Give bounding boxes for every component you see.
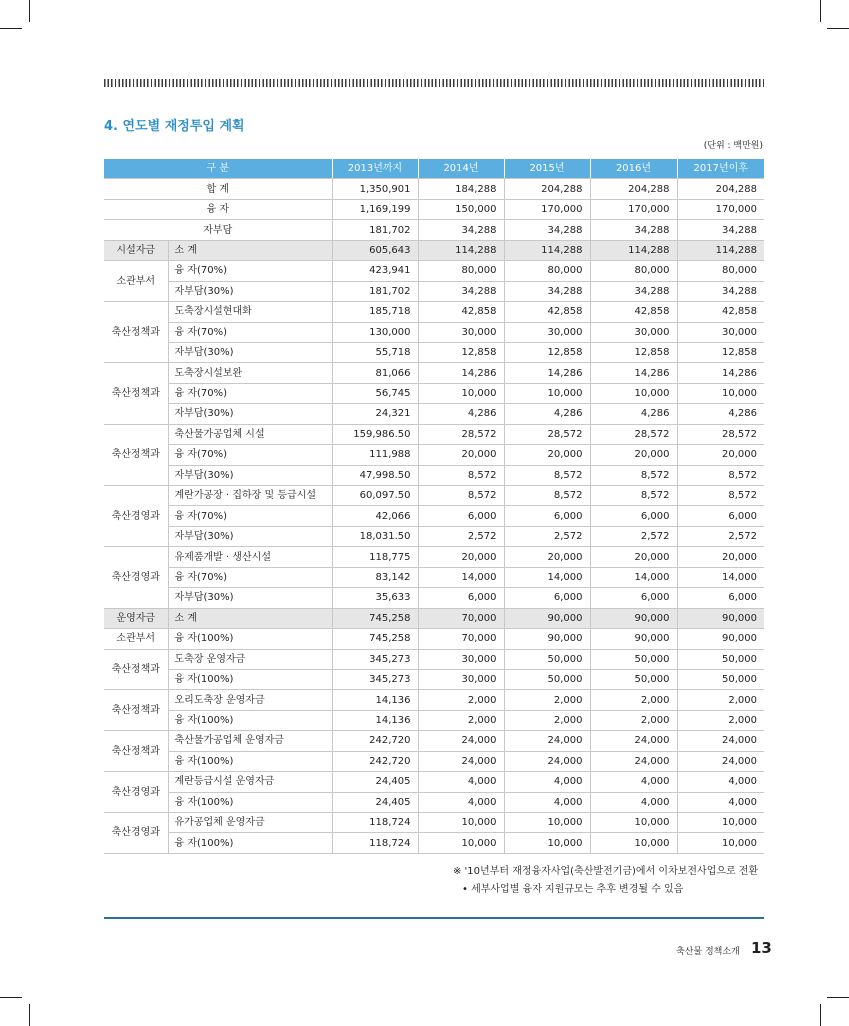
- table-row: [104, 261, 764, 281]
- table-row: [104, 792, 764, 812]
- category-cell: 소관부서: [104, 629, 168, 649]
- value-cell: 14,000: [504, 567, 590, 587]
- value-cell: 28,572: [504, 424, 590, 444]
- crop-mark: [29, 0, 30, 22]
- row-label: 융 자(70%): [168, 261, 332, 281]
- value-cell: 159,986.50: [332, 424, 418, 444]
- value-cell: 4,000: [677, 792, 764, 812]
- value-cell: 8,572: [677, 486, 764, 506]
- value-cell: 42,858: [590, 302, 677, 322]
- value-cell: 30,000: [418, 649, 504, 669]
- value-cell: 150,000: [418, 199, 504, 219]
- value-cell: 14,000: [418, 567, 504, 587]
- value-cell: 34,288: [677, 281, 764, 301]
- value-cell: 24,000: [677, 731, 764, 751]
- value-cell: 6,000: [590, 506, 677, 526]
- value-cell: 42,858: [677, 302, 764, 322]
- row-label: 유제품개발 · 생산시설: [168, 547, 332, 567]
- value-cell: 14,136: [332, 710, 418, 730]
- value-cell: 8,572: [590, 465, 677, 485]
- value-cell: 345,273: [332, 669, 418, 689]
- value-cell: 2,000: [418, 710, 504, 730]
- value-cell: 24,405: [332, 792, 418, 812]
- table-row: [104, 322, 764, 342]
- value-cell: 90,000: [677, 608, 764, 628]
- category-cell: 축산경영과: [104, 547, 168, 608]
- value-cell: 4,000: [504, 792, 590, 812]
- value-cell: 4,286: [590, 404, 677, 424]
- value-cell: 34,288: [418, 220, 504, 240]
- value-cell: 10,000: [418, 833, 504, 853]
- value-cell: 4,000: [418, 772, 504, 792]
- value-cell: 34,288: [677, 220, 764, 240]
- category-cell: 축산정책과: [104, 424, 168, 485]
- row-label: 도축장 운영자금: [168, 649, 332, 669]
- footer-divider: [104, 917, 764, 919]
- value-cell: 80,000: [677, 261, 764, 281]
- value-cell: 170,000: [677, 199, 764, 219]
- value-cell: 18,031.50: [332, 526, 418, 546]
- value-cell: 55,718: [332, 342, 418, 362]
- value-cell: 80,000: [418, 261, 504, 281]
- value-cell: 24,000: [418, 751, 504, 771]
- value-cell: 204,288: [504, 179, 590, 199]
- value-cell: 24,321: [332, 404, 418, 424]
- value-cell: 2,000: [504, 690, 590, 710]
- value-cell: 4,000: [504, 772, 590, 792]
- value-cell: 170,000: [590, 199, 677, 219]
- value-cell: 50,000: [677, 649, 764, 669]
- value-cell: 90,000: [590, 629, 677, 649]
- row-label: 도축장시설보완: [168, 363, 332, 383]
- value-cell: 8,572: [590, 486, 677, 506]
- table-header-row: [104, 159, 764, 179]
- value-cell: 10,000: [418, 813, 504, 833]
- value-cell: 20,000: [504, 547, 590, 567]
- value-cell: 118,775: [332, 547, 418, 567]
- value-cell: 50,000: [677, 669, 764, 689]
- budget-table: [104, 159, 764, 854]
- value-cell: 8,572: [504, 465, 590, 485]
- table-row: [104, 424, 764, 444]
- category-cell: 축산정책과: [104, 690, 168, 731]
- value-cell: 50,000: [590, 669, 677, 689]
- value-cell: 24,000: [590, 731, 677, 751]
- value-cell: 47,998.50: [332, 465, 418, 485]
- value-cell: 28,572: [677, 424, 764, 444]
- header-year: 2013년까지: [332, 159, 418, 179]
- table-row: [104, 363, 764, 383]
- value-cell: 2,572: [677, 526, 764, 546]
- value-cell: 204,288: [677, 179, 764, 199]
- value-cell: 8,572: [418, 465, 504, 485]
- table-row: [104, 383, 764, 403]
- value-cell: 14,286: [504, 363, 590, 383]
- value-cell: 24,000: [677, 751, 764, 771]
- value-cell: 4,286: [418, 404, 504, 424]
- table-row: [104, 690, 764, 710]
- value-cell: 30,000: [504, 322, 590, 342]
- table-row: [104, 833, 764, 853]
- value-cell: 118,724: [332, 833, 418, 853]
- value-cell: 20,000: [677, 547, 764, 567]
- value-cell: 90,000: [590, 608, 677, 628]
- value-cell: 4,000: [677, 772, 764, 792]
- table-row: [104, 629, 764, 649]
- value-cell: 24,405: [332, 772, 418, 792]
- footnote: • 세부사업별 융자 지원규모는 추후 변경될 수 있음: [462, 884, 684, 895]
- value-cell: 12,858: [590, 342, 677, 362]
- value-cell: 2,000: [590, 710, 677, 730]
- table-row: [104, 486, 764, 506]
- value-cell: 8,572: [504, 486, 590, 506]
- value-cell: 181,702: [332, 220, 418, 240]
- value-cell: 24,000: [504, 731, 590, 751]
- value-cell: 70,000: [418, 629, 504, 649]
- value-cell: 10,000: [504, 813, 590, 833]
- value-cell: 8,572: [418, 486, 504, 506]
- value-cell: 34,288: [504, 281, 590, 301]
- row-label: 융 자(100%): [168, 629, 332, 649]
- dotted-divider: [104, 79, 764, 87]
- table-row: [104, 465, 764, 485]
- value-cell: 114,288: [504, 240, 590, 260]
- row-label: 소 계: [168, 240, 332, 260]
- table-body: [104, 179, 764, 853]
- value-cell: 242,720: [332, 751, 418, 771]
- category-cell: 축산정책과: [104, 731, 168, 772]
- value-cell: 14,286: [418, 363, 504, 383]
- value-cell: 56,745: [332, 383, 418, 403]
- value-cell: 204,288: [590, 179, 677, 199]
- table-row: [104, 813, 764, 833]
- row-label: 융 자(100%): [168, 751, 332, 771]
- value-cell: 4,000: [590, 792, 677, 812]
- value-cell: 6,000: [677, 588, 764, 608]
- value-cell: 34,288: [418, 281, 504, 301]
- row-label: 자부담(30%): [168, 465, 332, 485]
- table-row: [104, 281, 764, 301]
- value-cell: 10,000: [677, 813, 764, 833]
- row-label: 융 자(70%): [168, 506, 332, 526]
- value-cell: 12,858: [504, 342, 590, 362]
- table-row: [104, 220, 764, 240]
- value-cell: 2,000: [677, 710, 764, 730]
- header-year: 2015년: [504, 159, 590, 179]
- value-cell: 1,169,199: [332, 199, 418, 219]
- value-cell: 10,000: [590, 383, 677, 403]
- value-cell: 2,000: [677, 690, 764, 710]
- row-label: 자부담(30%): [168, 404, 332, 424]
- value-cell: 6,000: [418, 588, 504, 608]
- row-label: 융 자(70%): [168, 322, 332, 342]
- value-cell: 4,000: [418, 792, 504, 812]
- value-cell: 114,288: [418, 240, 504, 260]
- category-cell: 축산정책과: [104, 363, 168, 424]
- row-label: 융 자(100%): [168, 669, 332, 689]
- crop-mark: [827, 997, 849, 998]
- crop-mark: [0, 28, 22, 29]
- table-row: [104, 506, 764, 526]
- value-cell: 50,000: [504, 649, 590, 669]
- value-cell: 10,000: [504, 833, 590, 853]
- row-label: 소 계: [168, 608, 332, 628]
- value-cell: 130,000: [332, 322, 418, 342]
- table-row: [104, 608, 764, 628]
- value-cell: 4,000: [590, 772, 677, 792]
- value-cell: 30,000: [590, 322, 677, 342]
- table-row: [104, 751, 764, 771]
- value-cell: 4,286: [677, 404, 764, 424]
- header-year: 2014년: [418, 159, 504, 179]
- row-label: 유가공업체 운영자금: [168, 813, 332, 833]
- value-cell: 8,572: [677, 465, 764, 485]
- value-cell: 2,000: [418, 690, 504, 710]
- value-cell: 2,000: [590, 690, 677, 710]
- row-label: 오리도축장 운영자금: [168, 690, 332, 710]
- value-cell: 170,000: [504, 199, 590, 219]
- value-cell: 34,288: [504, 220, 590, 240]
- value-cell: 745,258: [332, 629, 418, 649]
- value-cell: 20,000: [504, 445, 590, 465]
- value-cell: 6,000: [590, 588, 677, 608]
- table-row: [104, 302, 764, 322]
- value-cell: 30,000: [677, 322, 764, 342]
- value-cell: 20,000: [590, 445, 677, 465]
- value-cell: 81,066: [332, 363, 418, 383]
- row-label: 합 계: [104, 179, 332, 199]
- value-cell: 10,000: [590, 833, 677, 853]
- value-cell: 60,097.50: [332, 486, 418, 506]
- value-cell: 24,000: [504, 751, 590, 771]
- value-cell: 114,288: [677, 240, 764, 260]
- value-cell: 2,572: [590, 526, 677, 546]
- value-cell: 10,000: [504, 383, 590, 403]
- value-cell: 111,988: [332, 445, 418, 465]
- row-label: 융 자(100%): [168, 833, 332, 853]
- value-cell: 28,572: [590, 424, 677, 444]
- value-cell: 114,288: [590, 240, 677, 260]
- row-label: 자부담(30%): [168, 281, 332, 301]
- value-cell: 90,000: [504, 608, 590, 628]
- value-cell: 6,000: [504, 506, 590, 526]
- value-cell: 745,258: [332, 608, 418, 628]
- value-cell: 6,000: [504, 588, 590, 608]
- row-label: 계란등급시설 운영자금: [168, 772, 332, 792]
- table-row: [104, 240, 764, 260]
- value-cell: 34,288: [590, 220, 677, 240]
- value-cell: 30,000: [418, 669, 504, 689]
- value-cell: 83,142: [332, 567, 418, 587]
- value-cell: 20,000: [677, 445, 764, 465]
- value-cell: 14,136: [332, 690, 418, 710]
- value-cell: 50,000: [504, 669, 590, 689]
- category-cell: 축산정책과: [104, 649, 168, 690]
- value-cell: 90,000: [504, 629, 590, 649]
- header-year: 2016년: [590, 159, 677, 179]
- value-cell: 2,572: [418, 526, 504, 546]
- row-label: 축산물가공업체 시설: [168, 424, 332, 444]
- value-cell: 20,000: [590, 547, 677, 567]
- table-row: [104, 342, 764, 362]
- value-cell: 185,718: [332, 302, 418, 322]
- crop-mark: [827, 28, 849, 29]
- value-cell: 6,000: [418, 506, 504, 526]
- category-cell: 소관부서: [104, 261, 168, 302]
- row-label: 융 자(70%): [168, 383, 332, 403]
- row-label: 축산물가공업체 운영자금: [168, 731, 332, 751]
- category-cell: 축산정책과: [104, 302, 168, 363]
- category-cell: 시설자금: [104, 240, 168, 260]
- row-label: 자부담(30%): [168, 588, 332, 608]
- table-row: [104, 445, 764, 465]
- table-row: [104, 404, 764, 424]
- row-label: 융 자: [104, 199, 332, 219]
- footnote: ※ '10년부터 재정융자사업(축산발전기금)에서 이차보전사업으로 전환: [453, 866, 759, 877]
- value-cell: 184,288: [418, 179, 504, 199]
- value-cell: 42,858: [504, 302, 590, 322]
- value-cell: 90,000: [677, 629, 764, 649]
- table-row: [104, 772, 764, 792]
- row-label: 융 자(100%): [168, 792, 332, 812]
- value-cell: 80,000: [504, 261, 590, 281]
- value-cell: 1,350,901: [332, 179, 418, 199]
- row-label: 자부담(30%): [168, 526, 332, 546]
- value-cell: 2,000: [504, 710, 590, 730]
- value-cell: 42,858: [418, 302, 504, 322]
- value-cell: 12,858: [677, 342, 764, 362]
- category-cell: 축산경영과: [104, 486, 168, 547]
- page-number: 13: [751, 939, 772, 957]
- table-row: [104, 526, 764, 546]
- row-label: 도축장시설현대화: [168, 302, 332, 322]
- value-cell: 34,288: [590, 281, 677, 301]
- value-cell: 50,000: [590, 649, 677, 669]
- value-cell: 80,000: [590, 261, 677, 281]
- value-cell: 181,702: [332, 281, 418, 301]
- table-row: [104, 547, 764, 567]
- crop-mark: [0, 997, 22, 998]
- row-label: 융 자(70%): [168, 445, 332, 465]
- section-title: 4. 연도별 재정투입 계획: [104, 119, 245, 134]
- crop-mark: [820, 1004, 821, 1026]
- value-cell: 42,066: [332, 506, 418, 526]
- value-cell: 4,286: [504, 404, 590, 424]
- crop-mark: [29, 1004, 30, 1026]
- value-cell: 10,000: [590, 813, 677, 833]
- footer-label: 축산물 정책소개: [676, 947, 740, 957]
- value-cell: 10,000: [677, 833, 764, 853]
- value-cell: 35,633: [332, 588, 418, 608]
- value-cell: 20,000: [418, 445, 504, 465]
- value-cell: 14,286: [677, 363, 764, 383]
- value-cell: 118,724: [332, 813, 418, 833]
- value-cell: 605,643: [332, 240, 418, 260]
- row-label: 융 자(70%): [168, 567, 332, 587]
- table-row: [104, 567, 764, 587]
- header-year: 2017년이후: [677, 159, 764, 179]
- header-category: 구 분: [104, 159, 332, 179]
- row-label: 융 자(100%): [168, 710, 332, 730]
- value-cell: 20,000: [418, 547, 504, 567]
- category-cell: 운영자금: [104, 608, 168, 628]
- value-cell: 6,000: [677, 506, 764, 526]
- row-label: 자부담: [104, 220, 332, 240]
- value-cell: 10,000: [677, 383, 764, 403]
- table-row: [104, 731, 764, 751]
- category-cell: 축산경영과: [104, 772, 168, 813]
- table-row: [104, 710, 764, 730]
- value-cell: 14,286: [590, 363, 677, 383]
- table-row: [104, 199, 764, 219]
- category-cell: 축산경영과: [104, 813, 168, 854]
- value-cell: 14,000: [590, 567, 677, 587]
- table-row: [104, 179, 764, 199]
- value-cell: 24,000: [590, 751, 677, 771]
- table-row: [104, 649, 764, 669]
- value-cell: 345,273: [332, 649, 418, 669]
- row-label: 계란가공장 · 집하장 및 등급시설: [168, 486, 332, 506]
- value-cell: 30,000: [418, 322, 504, 342]
- value-cell: 24,000: [418, 731, 504, 751]
- value-cell: 12,858: [418, 342, 504, 362]
- table-row: [104, 588, 764, 608]
- row-label: 자부담(30%): [168, 342, 332, 362]
- value-cell: 2,572: [504, 526, 590, 546]
- value-cell: 10,000: [418, 383, 504, 403]
- unit-label: (단위 : 백만원): [703, 141, 763, 151]
- value-cell: 70,000: [418, 608, 504, 628]
- value-cell: 423,941: [332, 261, 418, 281]
- table-row: [104, 669, 764, 689]
- value-cell: 242,720: [332, 731, 418, 751]
- value-cell: 28,572: [418, 424, 504, 444]
- crop-mark: [820, 0, 821, 22]
- value-cell: 14,000: [677, 567, 764, 587]
